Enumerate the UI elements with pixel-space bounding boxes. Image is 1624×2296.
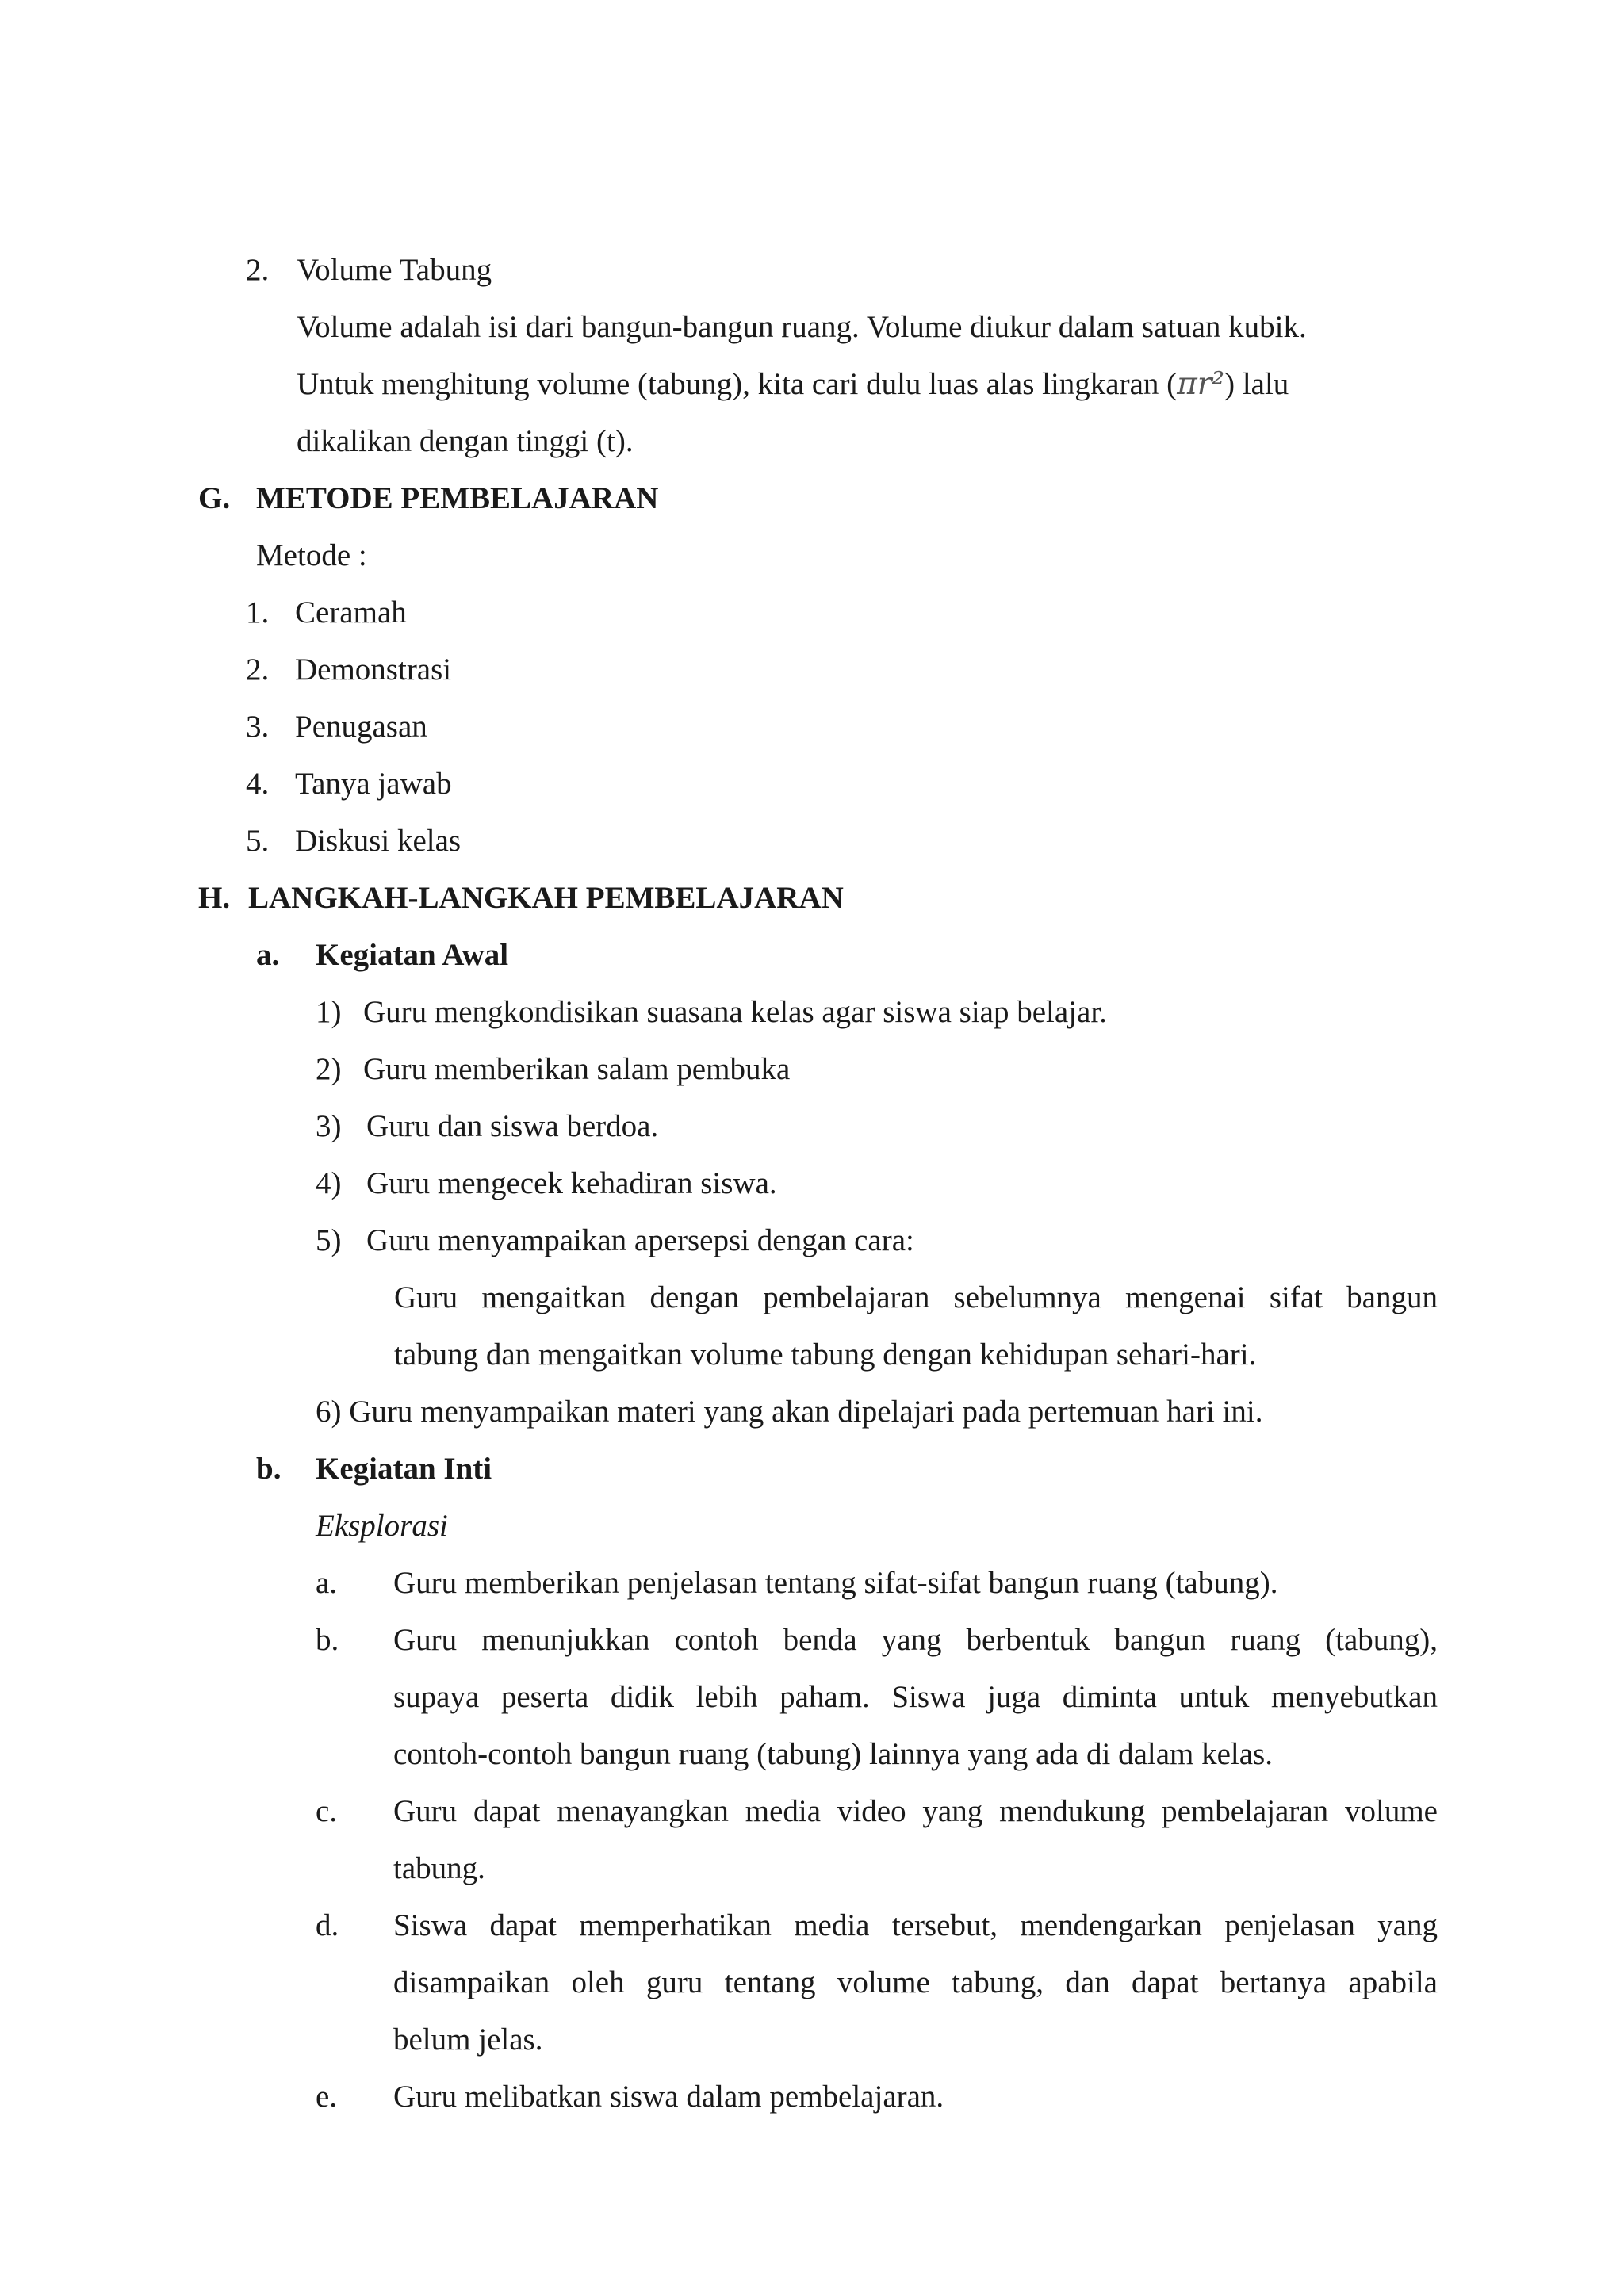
formula: πr² <box>1177 366 1225 402</box>
list-number: 1) <box>316 995 342 1029</box>
list-item-continuation: contoh-contoh bangun ruang (tabung) lainnya yang ada di dalam kelas. <box>393 1737 1273 1771</box>
list-letter: d. <box>316 1908 339 1942</box>
list-number: 5) <box>316 1223 342 1257</box>
subsection-title: Volume Tabung <box>297 253 492 287</box>
list-item-continuation: belum jelas. <box>393 2022 543 2057</box>
list-number: 3) <box>316 1109 342 1143</box>
paragraph-line: dikalikan dengan tinggi (t). <box>297 424 634 458</box>
section-letter: G. <box>198 481 231 515</box>
list-item: Guru memberikan salam pembuka <box>363 1052 791 1086</box>
list-item-continuation: disampaikan oleh guru tentang volume tabung, dan dapat bertanya apabila <box>393 1965 1438 1999</box>
list-number: 2. <box>246 652 270 687</box>
list-item: Penugasan <box>295 710 427 744</box>
list-letter: e. <box>316 2080 338 2114</box>
list-item: Guru menunjukkan contoh benda yang berbentuk bangun ruang (tabung), <box>393 1623 1438 1657</box>
list-item: Guru mengkondisikan suasana kelas agar siswa siap belajar. <box>363 995 1107 1029</box>
list-item: Guru mengecek kehadiran siswa. <box>366 1166 777 1200</box>
paragraph-line: Untuk menghitung volume (tabung), kita cari dulu luas alas lingkaran (πr²) lalu <box>297 366 1289 402</box>
list-item: Guru dan siswa berdoa. <box>366 1109 659 1143</box>
list-item-continuation: tabung. <box>393 1851 485 1885</box>
paragraph-line: tabung dan mengaitkan volume tabung dengan kehidupan sehari-hari. <box>394 1337 1257 1372</box>
list-letter: b. <box>316 1623 339 1657</box>
list-number: 4. <box>246 767 270 801</box>
section-letter: H. <box>198 881 231 915</box>
list-letter: a. <box>316 1566 338 1600</box>
list-item: Tanya jawab <box>295 767 452 801</box>
paragraph-line: Volume adalah isi dari bangun-bangun ruang. Volume diukur dalam satuan kubik. <box>297 310 1307 344</box>
subsection-letter: b. <box>256 1452 282 1486</box>
subsection-heading: Kegiatan Awal <box>316 938 509 972</box>
list-item: Guru dapat menayangkan media video yang mendukung pembelajaran volume <box>393 1794 1438 1828</box>
subsection-letter: a. <box>256 938 280 972</box>
list-number: 5. <box>246 824 270 858</box>
subsection-subtitle: Eksplorasi <box>316 1509 448 1543</box>
list-item: Guru menyampaikan apersepsi dengan cara: <box>366 1223 914 1257</box>
list-item: Guru memberikan penjelasan tentang sifat-sifat bangun ruang (tabung). <box>393 1566 1278 1600</box>
section-heading: METODE PEMBELAJARAN <box>256 481 659 515</box>
metode-label: Metode : <box>256 538 367 572</box>
list-item: Demonstrasi <box>295 652 452 687</box>
list-item: Diskusi kelas <box>295 824 462 858</box>
list-number: 3. <box>246 710 270 744</box>
list-item: Siswa dapat memperhatikan media tersebut, mendengarkan penjelasan yang <box>393 1908 1438 1942</box>
list-item-continuation: supaya peserta didik lebih paham. Siswa juga diminta untuk menyebutkan <box>393 1680 1438 1714</box>
list-number: 4) <box>316 1166 342 1200</box>
section-heading: LANGKAH-LANGKAH PEMBELAJARAN <box>248 881 844 915</box>
list-item: 6) Guru menyampaikan materi yang akan dipelajari pada pertemuan hari ini. <box>316 1395 1263 1429</box>
paragraph-line: Guru mengaitkan dengan pembelajaran sebelumnya mengenai sifat bangun <box>394 1280 1438 1314</box>
list-number: 1. <box>246 595 270 629</box>
list-item: Guru melibatkan siswa dalam pembelajaran. <box>393 2080 944 2114</box>
subsection-heading: Kegiatan Inti <box>316 1452 492 1486</box>
list-letter: c. <box>316 1794 338 1828</box>
list-item: Ceramah <box>295 595 407 629</box>
list-number: 2) <box>316 1052 342 1086</box>
list-number: 2. <box>246 253 270 287</box>
